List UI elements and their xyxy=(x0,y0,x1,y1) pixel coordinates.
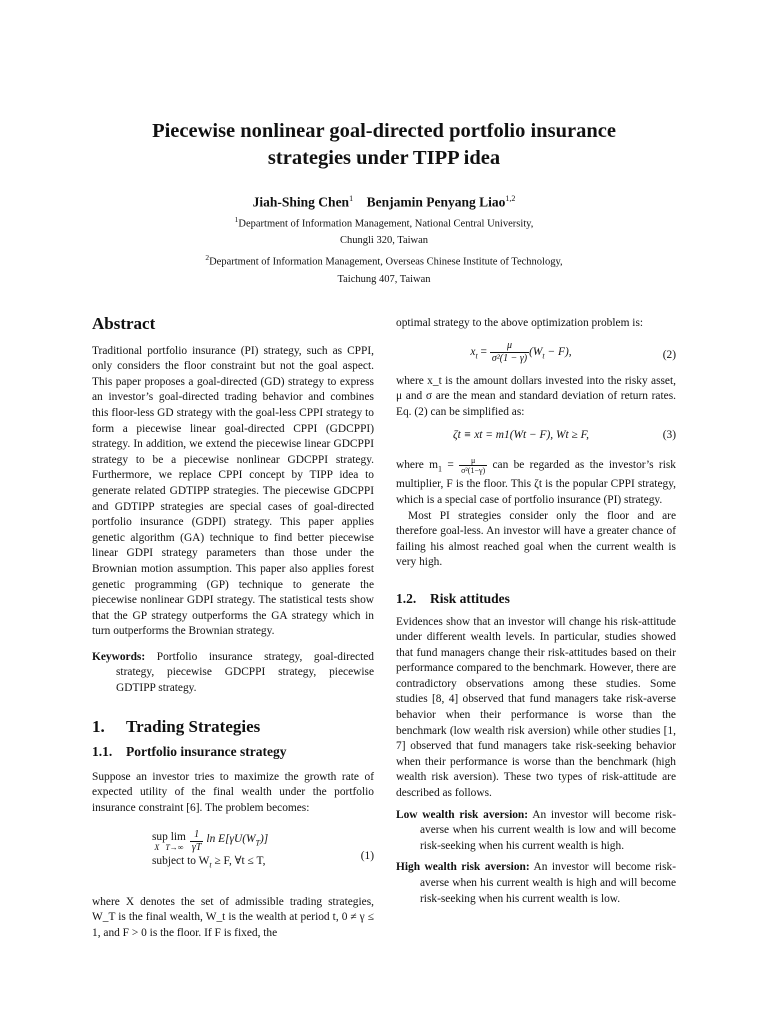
right-paragraph-1: optimal strategy to the above optimization problem is: xyxy=(396,317,644,329)
equation-2 xyxy=(396,340,676,370)
keywords-label: Keywords: xyxy=(92,650,146,663)
title-line-1: Piecewise nonlinear goal-directed portfolio insurance xyxy=(152,120,616,142)
definition-high-wealth xyxy=(396,860,676,907)
paragraph-1: Suppose an investor tries to maximize the growth rate of expected utility of the final wealth under the portfolio insurance constraint [6]. The problem becomes: xyxy=(92,770,374,815)
eq1-line2-end: ≥ F, ∀t ≤ T, xyxy=(211,854,266,867)
author-2: Benjamin Penyang Liao xyxy=(366,194,506,210)
paper-header xyxy=(0,118,768,288)
section-1-heading xyxy=(92,716,374,736)
right-paragraph-3 xyxy=(396,456,676,508)
section-1-number: 1. xyxy=(92,716,105,736)
subsection-1-1-number: 1.1. xyxy=(92,744,113,760)
right-paragraph-2: where x_t is the amount dollars invested into the risky asset, μ and σ are the mean and standard deviation of return rates. Eq. (2) can be simplified as: xyxy=(396,374,676,418)
abstract-text: Traditional portfolio insurance (PI) strategy, such as CPPI, only considers the floor constraint but not the goal aspect. This paper proposes a goal-directed (GD) strategy to express an investor’s goal-directed trading behavior and combines this floor-less GD strategy with the goal-less CPPI strategy to form a piecewise linear goal-directed CPPI (GDCPPI) strategy. In addition, we extend the piecewise linear GDCPPI strategy to be a piecewise nonlinear GDCPPI strategy. Furthermore, we replace CPPI concept by TIPP idea to generate related GDTIPP strategies. The piecewise GDCPPI and GDTIPP strategies are special cases of goal-directed portfolio insurance (GDPI) strategy. This paper applies genetic algorithm (GA) technique to find better piecewise linear GDPI strategy parameters than those under the Brownian motion assumption. This paper also applies forest genetic programming (GP) technique to generate the piecewise nonlinear GDPI strategy. The statistical tests show that the GP strategy outperforms the GA strategy which in turn outperforms the Brownian strategy. xyxy=(92,344,374,638)
eq1-line2-sub: t xyxy=(209,859,212,869)
eq1-sub: T xyxy=(255,837,260,847)
def-1-text: An investor will become risk-averse when his current wealth is low and will become risk-seeking when his current wealth is high. xyxy=(420,808,676,852)
left-column xyxy=(92,316,374,941)
author-2-sup: 1,2 xyxy=(505,194,516,203)
eq1-lim: lim xyxy=(170,830,186,843)
keywords-text: Portfolio insurance strategy, goal-directed strategy, piecewise GDCPPI strategy, piecewise GDTIPP strategy. xyxy=(116,650,374,695)
subsection-1-2-title: Risk attitudes xyxy=(430,590,510,606)
para3-eq: = xyxy=(442,459,460,472)
author-1-sup: 1 xyxy=(349,194,354,203)
paragraph-2: where X denotes the set of admissible trading strategies, W_T is the final wealth, W_t is the wealth at period t, 0 ≠ γ ≤ 1, and F > 0 is the floor. If F is fixed, the xyxy=(92,895,374,939)
eq3-body: ζt ≡ xt = m1(Wt − F), Wt ≥ F, xyxy=(453,429,589,442)
section-1-title: Trading Strategies xyxy=(126,716,261,736)
affil-2-sup: 2 xyxy=(205,253,210,262)
affil-1-line-2: Chungli 320, Taiwan xyxy=(339,235,429,246)
paper-title xyxy=(0,118,768,172)
para3-fraction: $\frac{\mu}{\text{σ²(1−γ)}}$ xyxy=(461,456,486,476)
eq1-body: ln E[γU(W xyxy=(206,832,256,845)
def-2-label: High wealth risk aversion: xyxy=(396,861,530,874)
affil-1-line-1: Department of Information Management, National Central University, xyxy=(238,218,534,229)
equation-1 xyxy=(92,829,374,887)
eq2-number: (2) xyxy=(662,348,676,361)
subsection-1-1-heading xyxy=(92,744,374,760)
affil-2-line-1: Department of Information Management, Overseas Chinese Institute of Technology, xyxy=(209,256,563,268)
affil-1-sup: 1 xyxy=(234,214,239,224)
eq2-rhs-sub: t xyxy=(542,350,545,360)
eq1-t: T→∞ xyxy=(165,842,184,852)
equation-3 xyxy=(396,428,676,452)
right-paragraph-5: Evidences show that an investor will change his risk-attitude under different wealth levels. In particular, studies showed that fund managers change their risk-attitudes based on their performance compared to the benchmark. However, there are contradictory observations among these studies. Some studies [8, 4] observed that fund managers take risk-averse behavior when their performance is worse than the benchmark (low wealth risk aversion) while other studies [1, 7] observed that fund managers take risk-seeking behavior when their performance is worse than the benchmark (high wealth risk aversion). These two types of risk-attitude are described as follows. xyxy=(396,615,676,800)
eq3-number: (3) xyxy=(662,429,676,442)
eq1-fraction: $\frac{1}{\gamma T}$ xyxy=(191,828,202,853)
subsection-1-2-number: 1.2. xyxy=(396,590,417,606)
subsection-1-1-title: Portfolio insurance strategy xyxy=(126,744,287,760)
def-2-text: An investor will become risk-averse when his current wealth is high and will become risk-seeking when his current wealth is low. xyxy=(420,861,677,905)
def-1-label: Low wealth risk aversion: xyxy=(396,808,529,821)
right-column xyxy=(396,316,676,907)
eq2-fraction: $\frac{\mu}{\text{σ²(1 − γ)}}$ xyxy=(491,339,528,364)
keywords xyxy=(92,650,374,697)
definition-low-wealth xyxy=(396,808,676,855)
eq1-number: (1) xyxy=(360,849,374,862)
affiliation-2 xyxy=(0,249,768,288)
para3-sub: 1 xyxy=(438,464,443,474)
affil-2-line-2: Taichung 407, Taiwan xyxy=(337,273,431,285)
eq1-sup: sup xyxy=(152,830,168,843)
affiliation-1 xyxy=(0,211,768,250)
para3-post: can be regarded as the investor’s risk multiplier, F is the floor. This ζt is the popular CPPI strategy, which is a special case of portfolio insurance (PI) strategy. xyxy=(396,459,676,506)
author-1: Jiah-Shing Chen xyxy=(252,194,350,210)
title-line-2: strategies under TIPP idea xyxy=(267,147,501,169)
subsection-1-2-heading xyxy=(396,591,676,607)
abstract-heading: Abstract xyxy=(92,314,156,333)
right-paragraph-4: Most PI strategies consider only the floor and are therefore goal-less. An investor will have a greater chance of failing his almost reached goal when the current wealth is very high. xyxy=(396,509,676,569)
eq1-x: X xyxy=(154,842,160,852)
eq1-line2: subject to W xyxy=(152,854,210,867)
eq1-end: )] xyxy=(259,832,269,845)
eq2-rhs: (W xyxy=(529,345,543,358)
eq2-rhs-end: − F), xyxy=(544,345,572,358)
eq2-lhs: x xyxy=(470,345,476,358)
eq2-lhs-sub: t xyxy=(475,350,478,360)
author-list xyxy=(0,194,768,211)
para3-pre: where m xyxy=(396,459,439,472)
eq2-equals: = xyxy=(477,345,490,358)
